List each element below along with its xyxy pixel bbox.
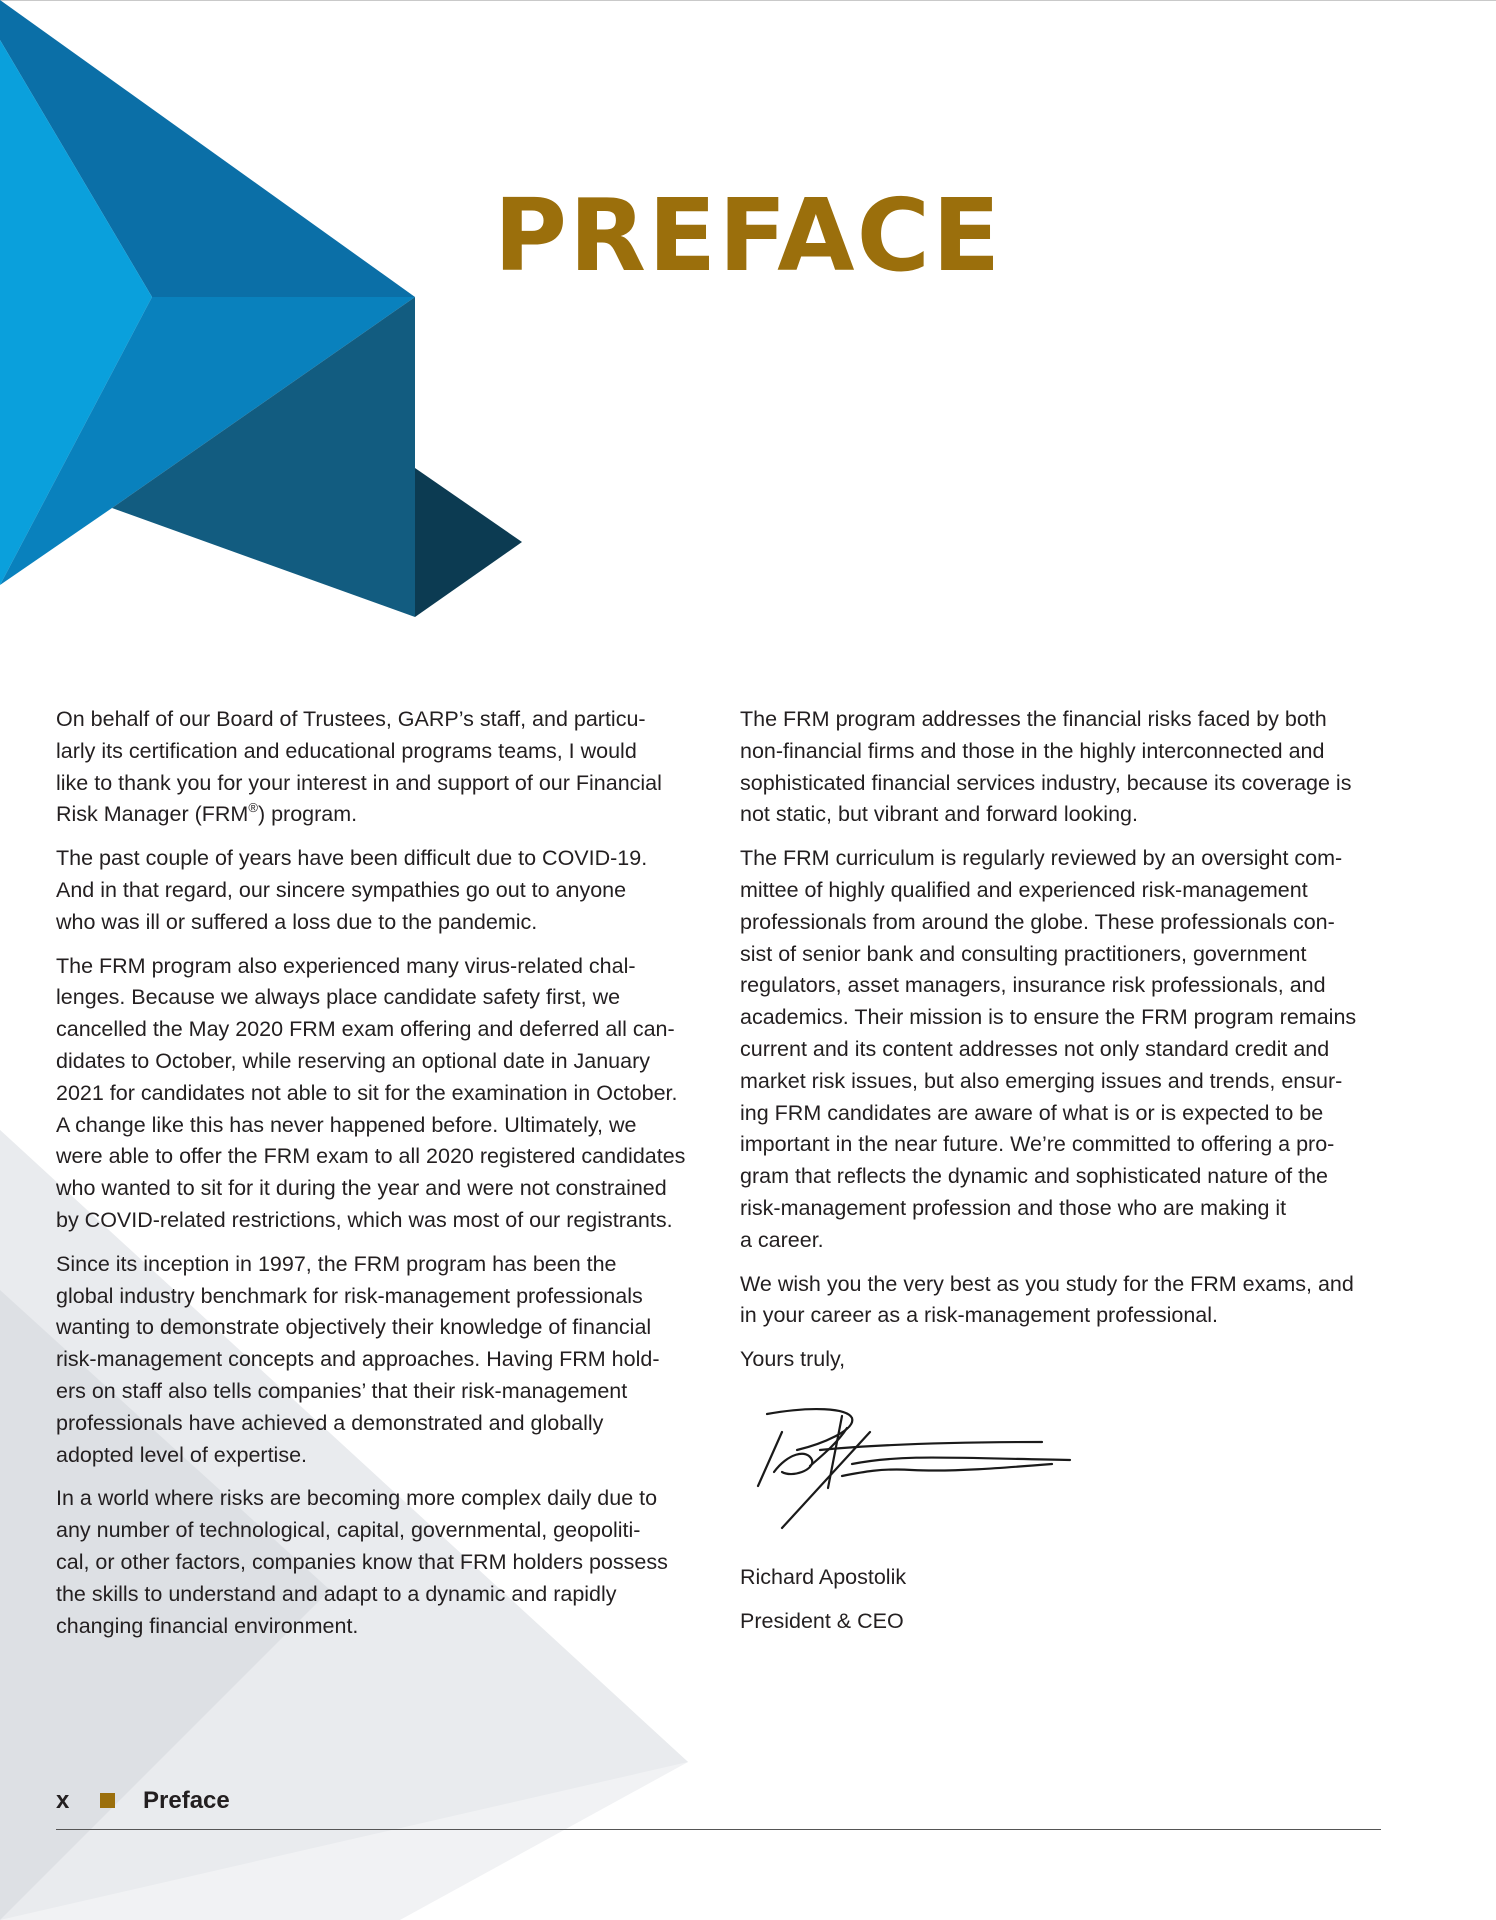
text-line: gram that reflects the dynamic and sophisticated nature of the: [740, 1164, 1328, 1189]
text-line: in your career as a risk-management professional.: [740, 1303, 1218, 1328]
text-line: wanting to demonstrate objectively their knowledge of financial: [56, 1315, 652, 1340]
text-line: Since its inception in 1997, the FRM program has been the: [56, 1251, 617, 1276]
text-line: important in the near future. We’re committed to offering a pro-: [740, 1132, 1335, 1157]
text-line: changing financial environment.: [56, 1613, 359, 1638]
footer-rule: [56, 1829, 1381, 1830]
closing-salutation: [740, 1344, 1390, 1376]
text-line: who was ill or suffered a loss due to the pandemic.: [56, 909, 538, 934]
text-line: The FRM curriculum is regularly reviewed by an oversight com-: [740, 846, 1343, 871]
left-column: [56, 704, 696, 1654]
handwritten-signature: [752, 1402, 1082, 1537]
text-line: the skills to understand and adapt to a dynamic and rapidly: [56, 1581, 617, 1606]
page-number: x: [56, 1787, 70, 1814]
text-line: sist of senior bank and consulting practitioners, government: [740, 941, 1307, 966]
text-line: who wanted to sit for it during the year and were not constrained: [56, 1176, 667, 1201]
text-line: In a world where risks are becoming more complex daily due to: [56, 1486, 658, 1511]
text-line: [56, 799, 696, 831]
paragraph: [56, 843, 696, 938]
text-line: We wish you the very best as you study for the FRM exams, and: [740, 1271, 1354, 1296]
text-line: adopted level of expertise.: [56, 1442, 307, 1467]
text-line: professionals have achieved a demonstrated and globally: [56, 1410, 604, 1435]
text-line: risk-management profession and those who are making it: [740, 1195, 1287, 1220]
text-line: current and its content addresses not only standard credit and: [740, 1036, 1330, 1061]
text-line: ing FRM candidates are aware of what is or is expected to be: [740, 1100, 1324, 1125]
text-line: market risk issues, but also emerging issues and trends, ensur-: [740, 1068, 1343, 1093]
text-line: The FRM program also experienced many virus-related chal-: [56, 953, 636, 978]
signatory-title: President & CEO: [740, 1609, 904, 1633]
registered-mark: ®: [248, 800, 258, 816]
text-line: The past couple of years have been difficult due to COVID-19.: [56, 846, 648, 871]
text-line: risk-management concepts and approaches. Having FRM hold-: [56, 1347, 660, 1372]
text-line: like to thank you for your interest in and support of our Financial: [56, 770, 662, 795]
text-fragment: Risk Manager (FRM: [56, 802, 249, 827]
text-line: The FRM program addresses the financial risks faced by both: [740, 707, 1327, 731]
paragraph: [56, 704, 696, 831]
text-line: 2021 for candidates not able to sit for the examination in October.: [56, 1080, 678, 1105]
footer-section-label: Preface: [143, 1787, 230, 1814]
page-title: PREFACE: [493, 177, 1003, 294]
text-line: cal, or other factors, companies know that FRM holders possess: [56, 1549, 668, 1574]
text-line: On behalf of our Board of Trustees, GARP’s staff, and particu-: [56, 707, 646, 731]
paragraph: [56, 1483, 696, 1642]
text-line: didates to October, while reserving an optional date in January: [56, 1048, 651, 1073]
text-line: sophisticated financial services industry, because its coverage is: [740, 770, 1352, 795]
paragraph: [740, 843, 1390, 1256]
blue-shape-tip: [415, 468, 522, 617]
text-line: larly its certification and educational programs teams, I would: [56, 738, 637, 763]
paragraph: [56, 951, 696, 1237]
text-line: And in that regard, our sincere sympathies go out to anyone: [56, 877, 627, 902]
text-line: mittee of highly qualified and experienced risk-management: [740, 877, 1308, 902]
text-line: Yours truly,: [740, 1347, 846, 1372]
text-line: not static, but vibrant and forward looking.: [740, 802, 1138, 827]
text-line: academics. Their mission is to ensure the FRM program remains: [740, 1005, 1357, 1030]
text-line: lenges. Because we always place candidate safety first, we: [56, 985, 621, 1010]
text-line: cancelled the May 2020 FRM exam offering and deferred all can-: [56, 1017, 675, 1042]
right-column: [740, 704, 1390, 1388]
paragraph: [56, 1249, 696, 1472]
text-line: a career.: [740, 1227, 824, 1252]
text-line: by COVID-related restrictions, which was most of our registrants.: [56, 1207, 673, 1232]
text-line: A change like this has never happened before. Ultimately, we: [56, 1112, 637, 1137]
text-line: regulators, asset managers, insurance risk professionals, and: [740, 973, 1326, 998]
signatory-name: Richard Apostolik: [740, 1565, 907, 1589]
footer-square-icon: [100, 1793, 115, 1808]
text-line: non-financial firms and those in the highly interconnected and: [740, 738, 1325, 763]
text-line: global industry benchmark for risk-management professionals: [56, 1283, 643, 1308]
text-line: any number of technological, capital, governmental, geopoliti-: [56, 1518, 641, 1543]
text-line: ers on staff also tells companies’ that their risk-management: [56, 1378, 628, 1403]
paragraph: [740, 1269, 1390, 1333]
text-fragment: ) program.: [257, 802, 358, 827]
text-line: professionals from around the globe. These professionals con-: [740, 909, 1335, 934]
text-line: were able to offer the FRM exam to all 2020 registered candidates: [56, 1144, 686, 1169]
paragraph: [740, 704, 1390, 831]
